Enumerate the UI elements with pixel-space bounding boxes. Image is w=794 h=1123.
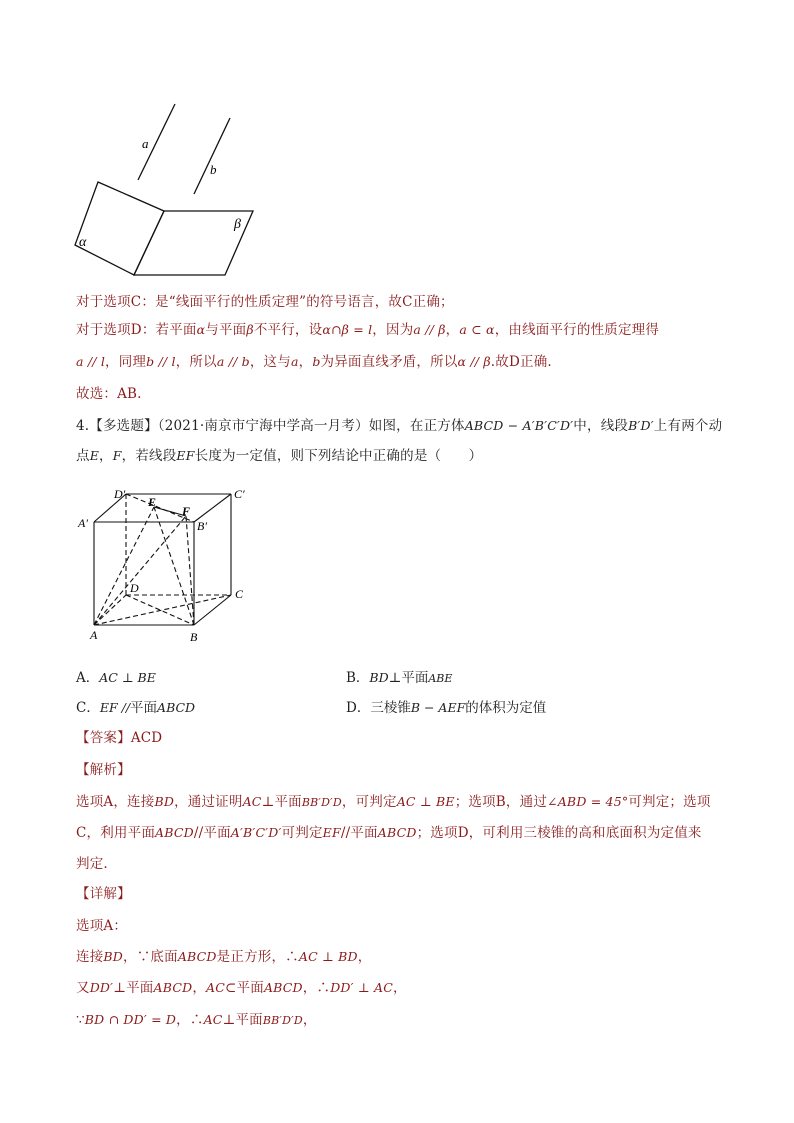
detail-line4: ∵BD ∩ DD′ = D，∴AC⊥平面BB′D′D， <box>76 1012 317 1028</box>
analysis-line2: C，利用平面ABCD//平面A′B′C′D′可判定EF//平面ABCD；选项D，可利用三棱锥的高和底面积为定值来 <box>76 825 702 841</box>
label-a: a <box>142 136 149 151</box>
analysis-line1: 选项A，连接BD，通过证明AC⊥平面BB′D′D，可判定AC ⊥ BE；选项B，通过∠ABD = 45°可判定；选项 <box>76 794 711 810</box>
option-a: A．AC ⊥ BE <box>76 670 156 686</box>
figure-planes <box>70 100 270 280</box>
detail-line3: 又DD′⊥平面ABCD，AC⊂平面ABCD，∴DD′ ⊥ AC， <box>76 980 407 996</box>
point-f: F <box>182 504 191 518</box>
figure-cube <box>76 482 256 647</box>
question-4-line2: 点E，F，若线段EF长度为一定值，则下列结论中正确的是（ ） <box>76 448 483 464</box>
point-e: E <box>148 495 157 509</box>
analysis-option-c: 对于选项C：是“线面平行的性质定理”的符号语言，故C正确； <box>76 294 454 310</box>
vertex-c: C <box>235 587 244 601</box>
analysis-option-d-line2: a // l，同理b // l，所以a // b，这与a，b为异面直线矛盾，所以α // β.故D正确. <box>76 354 552 370</box>
vertex-c1: C′ <box>234 487 245 501</box>
analysis-option-d-line1: 对于选项D：若平面α与平面β不平行，设α∩β = l，因为a // β，a ⊂ α，由线面平行的性质定理得 <box>76 322 660 338</box>
label-alpha: α <box>79 235 87 250</box>
label-b: b <box>210 162 217 177</box>
detail-tag: 【详解】 <box>76 886 131 902</box>
option-d: D．三棱锥B − AEF的体积为定值 <box>346 700 547 716</box>
vertex-b: B <box>190 630 198 644</box>
detail-line2: 连接BD，∵底面ABCD是正方形，∴AC ⊥ BD， <box>76 949 372 965</box>
label-beta: β <box>234 217 241 232</box>
answer: 【答案】ACD <box>76 730 163 746</box>
choose-answer: 故选：AB. <box>76 386 142 402</box>
vertex-b1: B′ <box>197 519 207 533</box>
vertex-d: D <box>130 581 139 595</box>
detail-line1: 选项A： <box>76 918 128 934</box>
vertex-d1: D′ <box>114 487 126 501</box>
analysis-tag: 【解析】 <box>76 762 131 778</box>
question-4-line1: 4.【多选题】（2021·南京市宁海中学高一月考）如图，在正方体ABCD − A′B′C′D′中，线段B′D′上有两个动 <box>76 418 723 434</box>
analysis-line3: 判定. <box>76 856 108 872</box>
vertex-a1: A′ <box>78 516 88 530</box>
option-c: C．EF //平面ABCD <box>76 700 196 716</box>
vertex-a: A <box>90 628 98 642</box>
option-b: B．BD⊥平面ABE <box>346 670 453 686</box>
